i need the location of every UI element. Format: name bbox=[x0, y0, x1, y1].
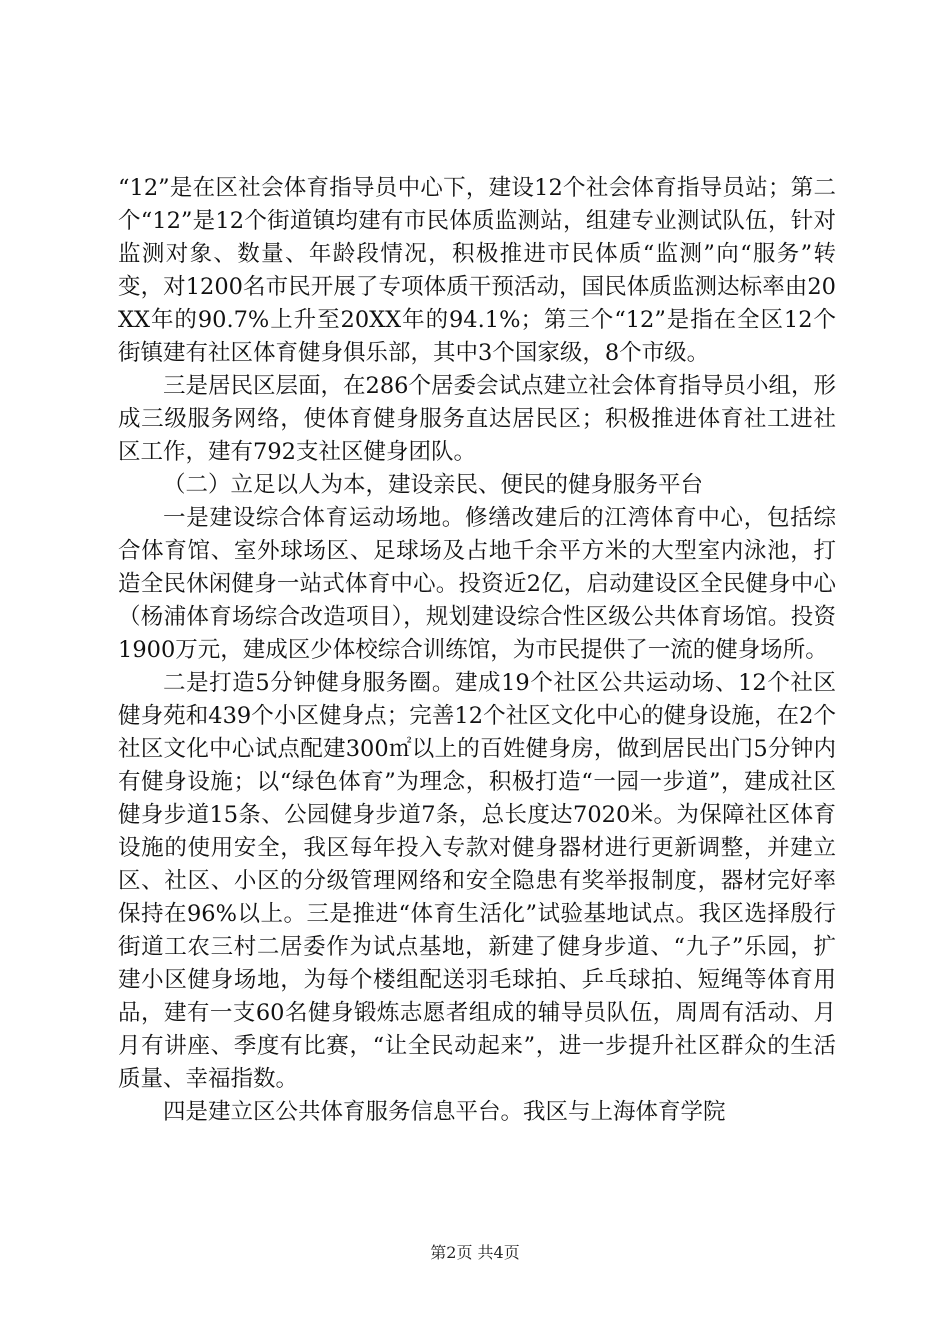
page-number-footer: 第2页 共4页 bbox=[430, 1243, 520, 1262]
paragraph: “12”是在区社会体育指导员中心下，建设12个社会体育指导员站；第二个“12”是12个街道镇均建有市民体质监测站，组建专业测试队伍，针对监测对象、数量、年龄段情况，积极推进市民体质“监测”向“服务”转变，对1200名市民开展了专项体质干预活动，国民体质监测达标率由20XX年的90.7%上升至20XX年的94.1%；第三个“12”是指在全区12个街镇建有社区体育健身俱乐部，其中3个国家级，8个市级。 bbox=[118, 175, 836, 366]
document-body bbox=[118, 172, 836, 1129]
paragraph: 一是建设综合体育运动场地。修缮改建后的江湾体育中心，包括综合体育馆、室外球场区、足球场及占地千余平方米的大型室内泳池，打造全民休闲健身一站式体育中心。投资近2亿，启动建设区全民健身中心（杨浦体育场综合改造项目），规划建设综合性区级公共体育场馆。投资1900万元，建成区少体校综合训练馆，为市民提供了一流的健身场所。 bbox=[118, 505, 836, 663]
section-heading: （二）立足以人为本，建设亲民、便民的健身服务平台 bbox=[163, 472, 704, 498]
paragraph: 二是打造5分钟健身服务圈。建成19个社区公共运动场、12个社区健身苑和439个小区健身点；完善12个社区文化中心的健身设施，在2个社区文化中心试点配建300㎡以上的百姓健身房，做到居民出门5分钟内有健身设施；以“绿色体育”为理念，积极打造“一园一步道”，建成社区健身步道15条、公园健身步道7条，总长度达7020米。为保障社区体育设施的使用安全，我区每年投入专款对健身器材进行更新调整，并建立区、社区、小区的分级管理网络和安全隐患有奖举报制度，器材完好率保持在96%以上。三是推进“体育生活化”试验基地试点。我区选择殷行街道工农三村二居委作为试点基地，新建了健身步道、“九子”乐园，扩建小区健身场地，为每个楼组配送羽毛球拍、乒乓球拍、短绳等体育用品，建有一支60名健身锻炼志愿者组成的辅导员队伍，周周有活动、月月有讲座、季度有比赛，“让全民动起来”，进一步提升社区群众的生活质量、幸福指数。 bbox=[118, 670, 836, 1092]
paragraph: 三是居民区层面，在286个居委会试点建立社会体育指导员小组，形成三级服务网络，使体育健身服务直达居民区；积极推进体育社工进社区工作，建有792支社区健身团队。 bbox=[118, 373, 836, 465]
paragraph: 四是建立区公共体育服务信息平台。我区与上海体育学院 bbox=[163, 1099, 726, 1125]
